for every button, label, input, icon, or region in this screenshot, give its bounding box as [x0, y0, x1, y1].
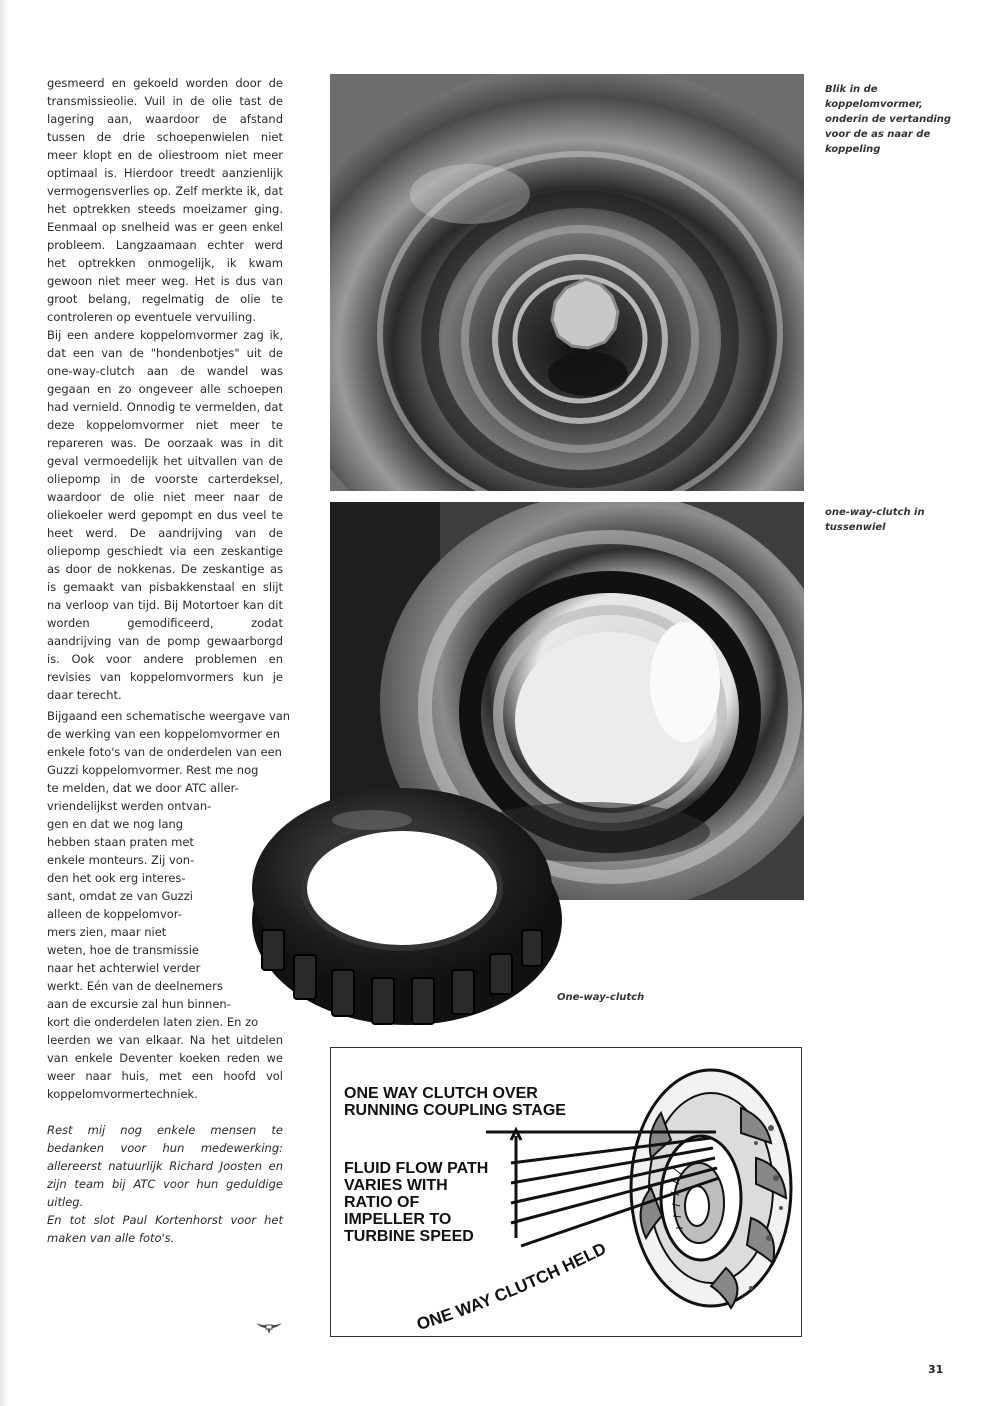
paragraph-3-line: enkele foto's van de onderdelen van een — [47, 745, 282, 759]
paragraph-3-line: gen en dat we nog lang — [47, 817, 184, 831]
paragraph-3-line: te melden, dat we door ATC aller- — [47, 781, 239, 795]
paragraph-2: Bij een andere koppelomvormer zag ik, dat een van de "hondenbotjes" uit de one-way-clutch aan de wandel was gegaan en zo ongeveer alle schoepen had vernield. Onnodig te vermelden, dat deze koppelomvormer niet meer te repareren was. De oorzaak was in dit geval vermoedelijk het uitvallen van de oliepomp in de voorste carterdeksel, waardoor de olie niet meer naar de oliekoeler werd gepompt en dus veel te heet werd. De aandrijving van de oliepomp geschiedt via een zeskantige as door de nokkenas. De zeskantige as is gemaakt van pisbakkenstaal en slijt na verloop van tijd. Bij Motortoer kan dit worden gemodificeerd, zodat aandrijving van de pomp gewaarborgd is. Ook voor andere problemen en revisies van koppelomvormers kun je daar terecht. — [47, 328, 283, 702]
diagram-label-line: ONE WAY CLUTCH OVER — [344, 1085, 538, 1102]
diagram-label-line: FLUID FLOW PATH — [344, 1160, 489, 1177]
diagram-label-line: TURBINE SPEED — [344, 1228, 474, 1245]
caption-photo-3: One-way-clutch — [557, 992, 645, 1003]
paragraph-3-line: hebben staan praten met — [47, 835, 194, 849]
diagram-label-line: IMPELLER TO — [344, 1211, 452, 1228]
paragraph-3-line: weten, hoe de transmissie — [47, 943, 199, 957]
paragraph-1: gesmeerd en gekoeld worden door de transmissieolie. Vuil in de olie tast de lagering aan, waardoor de afstand tussen de drie schoepenwielen niet meer klopt en de oliestroom niet meer optimaal is. Hierdoor treedt aanzienlijk vermogensverlies op. Zelf merkte ik, dat het optrekken steeds moeizamer ging. Eenmaal op snelheid was er geen enkel probleem. Langzaamaan echter werd het optrekken onmogelijk, ik kwam gewoon niet meer weg. Het is dus van groot belang, regelmatig de olie te controleren op eventuele vervuiling. — [47, 76, 283, 324]
thanks-paragraph: Rest mij nog enkele mensen te bedanken voor hun medewerking: allereerst natuurlijk Richard Joosten en zijn team bij ATC voor hun geduldige uitleg. — [47, 1123, 283, 1209]
paragraph-3-line: vriendelijkst werden ontvan- — [47, 799, 212, 813]
paragraph-3-line: Bijgaand een schematische weergave van — [47, 709, 291, 723]
diagram-label-line: VARIES WITH — [344, 1177, 448, 1194]
page-number: 31 — [928, 1363, 944, 1376]
paragraph-3-line: de werking van een koppelomvormer en — [47, 727, 281, 741]
diagram-label-line: RATIO OF — [344, 1194, 420, 1211]
paragraph-3-line: naar het achterwiel verder — [47, 961, 201, 975]
paragraph-3-tail: leerden we van elkaar. Na het uitdelen van enkele Deventer koeken reden we weer naar huis, met een hoofd vol koppelomvormertechniek. — [47, 1033, 283, 1101]
paragraph-3-line: den het ook erg interes- — [47, 871, 186, 885]
thanks-paragraph-2: En tot slot Paul Kortenhorst voor het maken van alle foto's. — [47, 1213, 283, 1245]
page-edge — [0, 0, 8, 1406]
article-column — [47, 74, 283, 704]
paragraph-3-line: Guzzi koppelomvormer. Rest me nog — [47, 763, 259, 777]
paragraph-3-line: enkele monteurs. Zij von- — [47, 853, 195, 867]
diagram-label-held: ONE WAY CLUTCH HELD — [414, 1238, 610, 1334]
caption-photo-1: Blik in de koppelomvormer, onderin de vertanding voor de as naar de koppeling — [825, 84, 952, 155]
paragraph-3-line: aan de excursie zal hun binnen- — [47, 997, 231, 1011]
eagle-logo-icon — [255, 1320, 283, 1340]
photo-torque-converter-inside — [330, 74, 804, 491]
paragraph-3-line: sant, omdat ze van Guzzi — [47, 889, 193, 903]
caption-photo-2: one-way-clutch in tussenwiel — [825, 507, 925, 533]
paragraph-3-line: mers zien, maar niet — [47, 925, 167, 939]
paragraph-3-line: kort die onderdelen laten zien. En zo — [47, 1015, 259, 1029]
paragraph-3-line: alleen de koppelomvor- — [47, 907, 182, 921]
diagram-label-line: RUNNING COUPLING STAGE — [344, 1102, 566, 1119]
photo-one-way-clutch-ring — [222, 770, 562, 1032]
paragraph-3-line: werkt. Eén van de deelnemers — [47, 979, 223, 993]
diagram-one-way-clutch — [330, 1047, 802, 1337]
